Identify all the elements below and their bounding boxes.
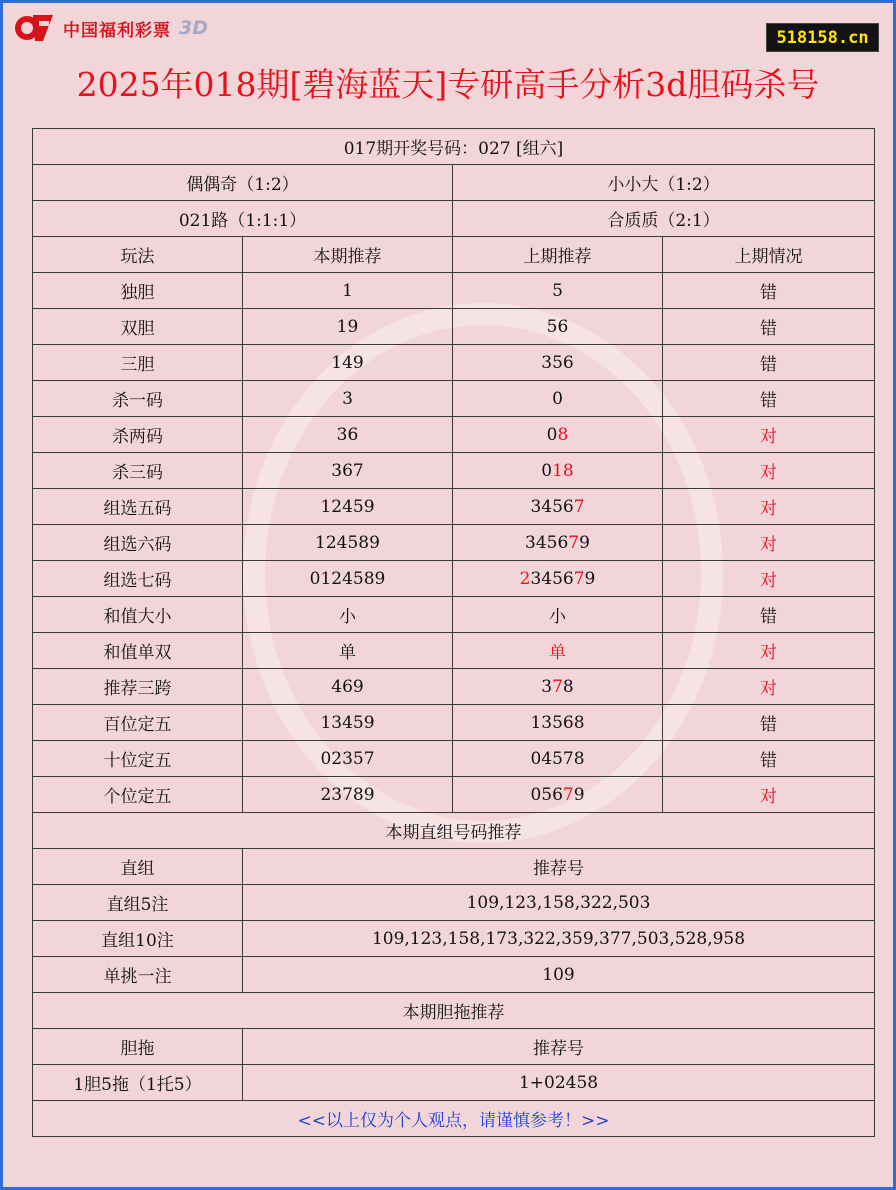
miss-digits: 0 <box>546 424 558 445</box>
dantuo-header-row <box>33 1029 875 1065</box>
dantuo-section-title: 本期胆拖推荐 <box>33 993 875 1029</box>
direct-row <box>33 957 875 993</box>
logo-text: 中国福利彩票 <box>63 20 171 41</box>
analysis-table <box>32 128 875 1137</box>
analysis-header-row <box>33 237 875 273</box>
logo-3d-text: 3D <box>179 17 208 39</box>
previous-recommendation <box>453 597 663 633</box>
previous-result: 对 <box>663 453 875 489</box>
dantuo-header-type: 胆拖 <box>33 1029 243 1065</box>
direct-value: 109,123,158,173,322,359,377,503,528,958 <box>243 921 875 957</box>
play-name: 和值单双 <box>33 633 243 669</box>
play-name: 三胆 <box>33 345 243 381</box>
analysis-row <box>33 309 875 345</box>
previous-result: 对 <box>663 633 875 669</box>
miss-digits: 9 <box>584 568 596 589</box>
current-recommendation: 0124589 <box>243 561 453 597</box>
miss-digits: 9 <box>579 532 590 553</box>
previous-recommendation <box>453 417 663 453</box>
current-recommendation: 149 <box>243 345 453 381</box>
direct-value: 109 <box>243 957 875 993</box>
direct-label: 直组5注 <box>33 885 243 921</box>
current-recommendation: 12459 <box>243 489 453 525</box>
previous-recommendation <box>453 561 663 597</box>
previous-result: 对 <box>663 561 875 597</box>
prime-cell: 合质质（2:1） <box>453 201 875 237</box>
previous-recommendation <box>453 525 663 561</box>
direct-header-numbers: 推荐号 <box>243 849 875 885</box>
previous-recommendation <box>453 705 663 741</box>
previous-result: 对 <box>663 525 875 561</box>
miss-digits: 3456 <box>525 532 569 553</box>
hit-digits: 7 <box>562 784 574 805</box>
play-name: 组选五码 <box>33 489 243 525</box>
current-recommendation: 36 <box>243 417 453 453</box>
analysis-row <box>33 525 875 561</box>
miss-digits: 5 <box>552 280 563 301</box>
hit-digits: 2 <box>519 568 531 589</box>
play-name: 和值大小 <box>33 597 243 633</box>
play-name: 杀三码 <box>33 453 243 489</box>
draw-result-cell: 017期开奖号码：027 [组六] <box>33 129 875 165</box>
analysis-row <box>33 489 875 525</box>
previous-result: 错 <box>663 741 875 777</box>
current-recommendation: 1 <box>243 273 453 309</box>
miss-digits: 小 <box>549 607 566 627</box>
current-recommendation: 23789 <box>243 777 453 813</box>
lottery-logo-icon <box>13 11 57 45</box>
current-recommendation: 02357 <box>243 741 453 777</box>
dantuo-value: 1+02458 <box>243 1065 875 1101</box>
play-name: 独胆 <box>33 273 243 309</box>
play-name: 杀一码 <box>33 381 243 417</box>
current-recommendation: 19 <box>243 309 453 345</box>
hit-digits: 18 <box>552 460 574 481</box>
hit-digits: 7 <box>573 568 585 589</box>
play-name: 百位定五 <box>33 705 243 741</box>
miss-digits: 3 <box>541 676 553 697</box>
header-play: 玩法 <box>33 237 243 273</box>
current-recommendation: 124589 <box>243 525 453 561</box>
previous-recommendation <box>453 489 663 525</box>
dantuo-section-row <box>33 993 875 1029</box>
miss-digits: 8 <box>562 676 574 697</box>
parity-cell: 偶偶奇（1:2） <box>33 165 453 201</box>
current-recommendation: 13459 <box>243 705 453 741</box>
current-recommendation: 单 <box>243 633 453 669</box>
page-title: 2025年018期[碧海蓝天]专研高手分析3d胆码杀号 <box>76 65 820 104</box>
previous-recommendation <box>453 633 663 669</box>
miss-digits: 056 <box>530 784 563 805</box>
size-cell: 小小大（1:2） <box>453 165 875 201</box>
miss-digits: 04578 <box>530 748 585 769</box>
site-badge: 518158.cn <box>766 23 879 52</box>
previous-result: 错 <box>663 597 875 633</box>
header-previous: 上期推荐 <box>453 237 663 273</box>
previous-result: 对 <box>663 417 875 453</box>
previous-result: 错 <box>663 309 875 345</box>
dantuo-header-numbers: 推荐号 <box>243 1029 875 1065</box>
previous-recommendation <box>453 309 663 345</box>
hit-digits: 7 <box>552 676 563 697</box>
previous-recommendation <box>453 345 663 381</box>
play-name: 组选七码 <box>33 561 243 597</box>
previous-result: 错 <box>663 705 875 741</box>
analysis-row <box>33 705 875 741</box>
previous-result: 错 <box>663 273 875 309</box>
summary-row <box>33 165 875 201</box>
play-name: 双胆 <box>33 309 243 345</box>
play-name: 杀两码 <box>33 417 243 453</box>
miss-digits: 56 <box>546 316 569 337</box>
direct-value: 109,123,158,322,503 <box>243 885 875 921</box>
direct-header-type: 直组 <box>33 849 243 885</box>
hit-digits: 7 <box>573 496 585 517</box>
current-recommendation: 469 <box>243 669 453 705</box>
previous-recommendation <box>453 381 663 417</box>
analysis-row <box>33 597 875 633</box>
previous-result: 错 <box>663 381 875 417</box>
previous-recommendation <box>453 777 663 813</box>
direct-section-row <box>33 813 875 849</box>
previous-recommendation <box>453 273 663 309</box>
miss-digits: 13568 <box>530 712 585 733</box>
current-recommendation: 小 <box>243 597 453 633</box>
analysis-row <box>33 633 875 669</box>
hit-digits: 8 <box>557 424 569 445</box>
analysis-row <box>33 741 875 777</box>
dantuo-row <box>33 1065 875 1101</box>
play-name: 个位定五 <box>33 777 243 813</box>
direct-header-row <box>33 849 875 885</box>
miss-digits: 3456 <box>530 568 574 589</box>
analysis-row <box>33 561 875 597</box>
draw-result-row <box>33 129 875 165</box>
direct-row <box>33 885 875 921</box>
previous-recommendation <box>453 453 663 489</box>
footer-row <box>33 1101 875 1137</box>
previous-result: 对 <box>663 777 875 813</box>
miss-digits: 356 <box>541 352 574 373</box>
miss-digits: 0 <box>541 460 553 481</box>
analysis-row <box>33 777 875 813</box>
previous-recommendation <box>453 669 663 705</box>
analysis-row <box>33 453 875 489</box>
miss-digits: 9 <box>573 784 585 805</box>
direct-label: 单挑一注 <box>33 957 243 993</box>
road-cell: 021路（1:1:1） <box>33 201 453 237</box>
previous-result: 对 <box>663 669 875 705</box>
previous-result: 对 <box>663 489 875 525</box>
analysis-row <box>33 273 875 309</box>
current-recommendation: 3 <box>243 381 453 417</box>
current-recommendation: 367 <box>243 453 453 489</box>
direct-label: 直组10注 <box>33 921 243 957</box>
analysis-row <box>33 345 875 381</box>
header-result: 上期情况 <box>663 237 875 273</box>
analysis-row <box>33 417 875 453</box>
direct-section-title: 本期直组号码推荐 <box>33 813 875 849</box>
hit-digits: 7 <box>568 532 580 553</box>
miss-digits: 3456 <box>530 496 574 517</box>
miss-digits: 0 <box>552 388 563 409</box>
direct-row <box>33 921 875 957</box>
footer-note: <<以上仅为个人观点，请谨慎参考！>> <box>33 1101 875 1137</box>
previous-result: 错 <box>663 345 875 381</box>
play-name: 组选六码 <box>33 525 243 561</box>
hit-digits: 单 <box>549 643 566 663</box>
previous-recommendation <box>453 741 663 777</box>
header-current: 本期推荐 <box>243 237 453 273</box>
summary-row <box>33 201 875 237</box>
analysis-row <box>33 381 875 417</box>
play-name: 推荐三跨 <box>33 669 243 705</box>
play-name: 十位定五 <box>33 741 243 777</box>
analysis-row <box>33 669 875 705</box>
welfare-lottery-logo <box>13 11 208 45</box>
dantuo-label: 1胆5拖（1托5） <box>33 1065 243 1101</box>
